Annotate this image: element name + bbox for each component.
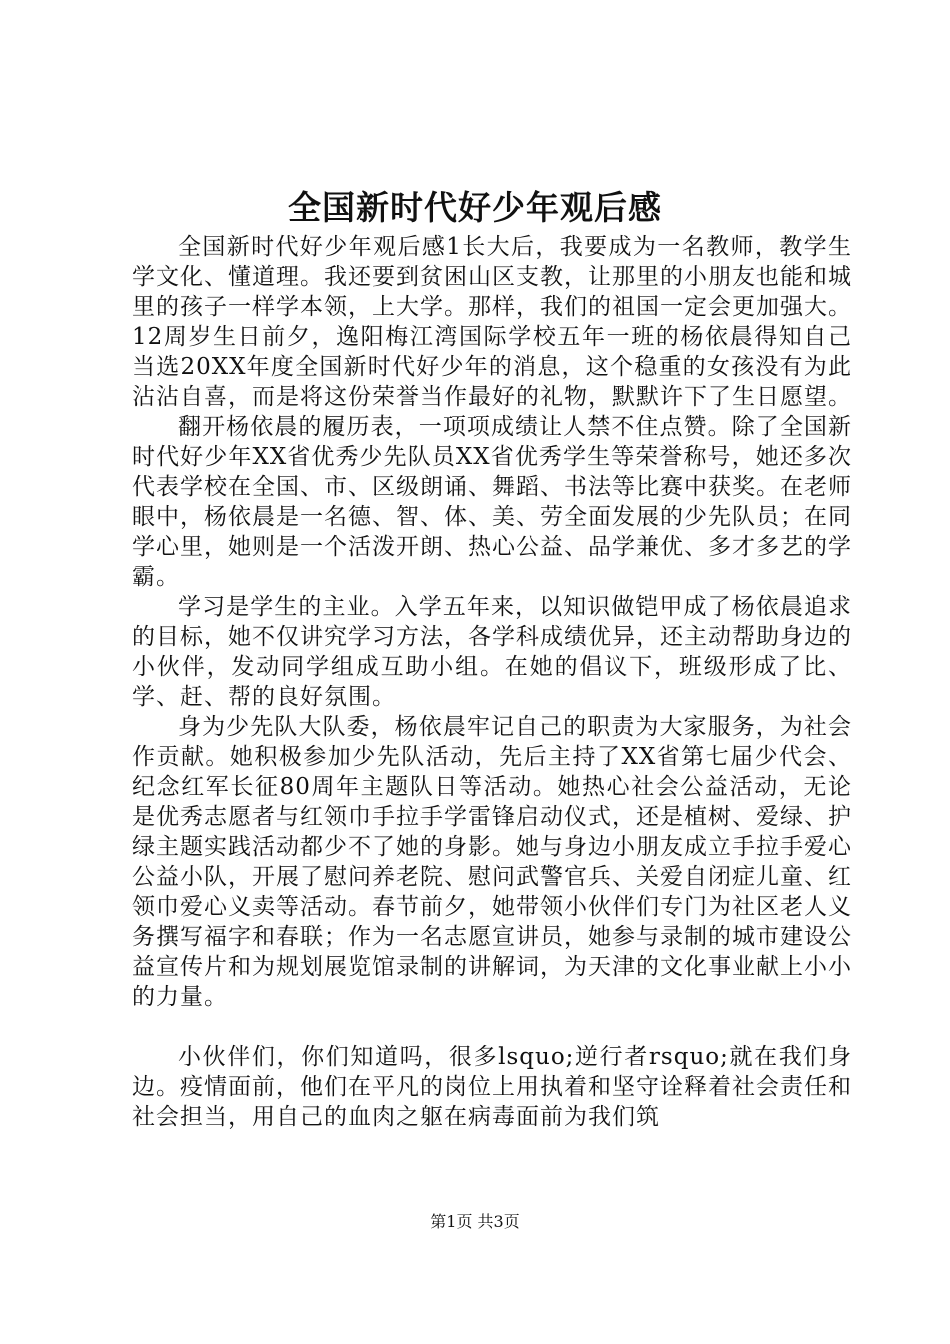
document-body — [132, 232, 852, 1132]
paragraph-5: 小伙伴们，你们知道吗，很多lsquo;逆行者rsquo;就在我们身边。疫情面前，他们在平凡的岗位上用执着和坚守诠释着社会责任和社会担当，用自己的血肉之躯在病毒面前为我们筑 — [132, 1044, 852, 1130]
paragraph-2: 翻开杨依晨的履历表，一项项成绩让人禁不住点赞。除了全国新时代好少年XX省优秀少先队员XX省优秀学生等荣誉称号，她还多次代表学校在全国、市、区级朗诵、舞蹈、书法等比赛中获奖。在老师眼中，杨依晨是一名德、智、体、美、劳全面发展的少先队员；在同学心里，她则是一个活泼开朗、热心公益、品学兼优、多才多艺的学霸。 — [132, 414, 852, 590]
paragraph-1: 全国新时代好少年观后感1长大后，我要成为一名教师，教学生学文化、懂道理。我还要到贫困山区支教，让那里的小朋友也能和城里的孩子一样学本领，上大学。那样，我们的祖国一定会更加强大。12周岁生日前夕，逸阳梅江湾国际学校五年一班的杨依晨得知自己当选20XX年度全国新时代好少年的消息，这个稳重的女孩没有为此沾沾自喜，而是将这份荣誉当作最好的礼物，默默许下了生日愿望。 — [132, 234, 852, 410]
paragraph-3: 学习是学生的主业。入学五年来，以知识做铠甲成了杨依晨追求的目标，她不仅讲究学习方法，各学科成绩优异，还主动帮助身边的小伙伴，发动同学组成互助小组。在她的倡议下，班级形成了比、学、赶、帮的良好氛围。 — [132, 594, 852, 710]
document-title: 全国新时代好少年观后感 — [288, 188, 662, 227]
paragraph-4: 身为少先队大队委，杨依晨牢记自己的职责为大家服务，为社会作贡献。她积极参加少先队活动，先后主持了XX省第七届少代会、纪念红军长征80周年主题队日等活动。她热心社会公益活动，无论是优秀志愿者与红领巾手拉手学雷锋启动仪式，还是植树、爱绿、护绿主题实践活动都少不了她的身影。她与身边小朋友成立手拉手爱心公益小队，开展了慰问养老院、慰问武警官兵、关爱自闭症儿童、红领巾爱心义卖等活动。春节前夕，她带领小伙伴们专门为社区老人义务撰写福字和春联；作为一名志愿宣讲员，她参与录制的城市建设公益宣传片和为规划展览馆录制的讲解词，为天津的文化事业献上小小的力量。 — [132, 714, 852, 1010]
page-footer: 第1页 共3页 — [430, 1212, 520, 1231]
